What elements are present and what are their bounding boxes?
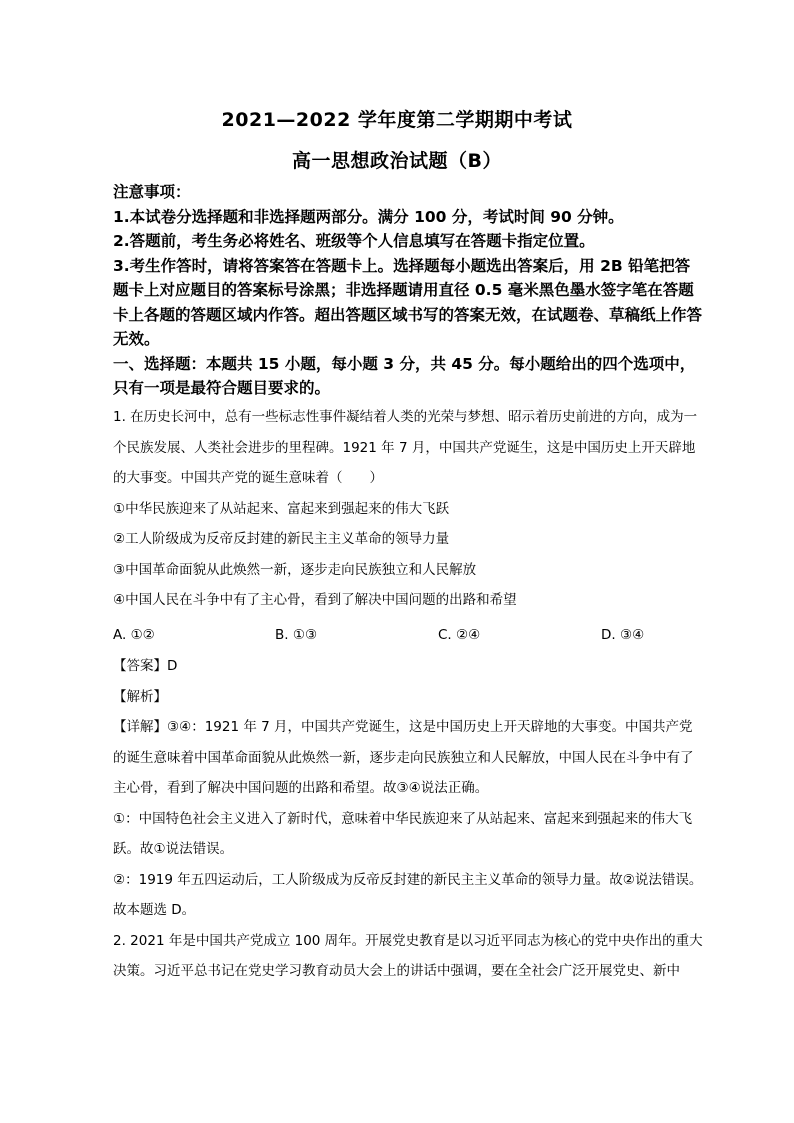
- q1-stem: 1. 在历史长河中，总有一些标志性事件凝结着人类的光荣与梦想、昭示着历史前进的方向，成为一个民族发展、人类社会进步的里程碑。1921 年 7 月，中国共产党诞生，这是中国历史上开天辟地的大事变。中国共产党的诞生意味着（ ）: [113, 409, 698, 486]
- q1-explanation-2: ②：1919 年五四运动后，工人阶级成为反帝反封建的新民主主义革命的领导力量。故②说法错误。: [113, 871, 703, 888]
- q1-answer: 【答案】D: [113, 658, 178, 674]
- q1-solution: [113, 651, 703, 987]
- q1-statement-3: ③中国革命面貌从此焕然一新，逐步走向民族独立和人民解放: [113, 561, 477, 578]
- exam-title: 2021—2022 学年度第二学期期中考试: [221, 109, 573, 131]
- q1-statement-2: ②工人阶级成为反帝反封建的新民主主义革命的领导力量: [113, 531, 450, 547]
- q1-option-c: C. ②④: [438, 627, 481, 643]
- q1-conclusion: 故本题选 D。: [113, 902, 196, 918]
- q1-option-d: D. ③④: [601, 627, 645, 643]
- q1-option-a: A. ①②: [113, 627, 155, 643]
- exam-subtitle: 高一思想政治试题（B）: [292, 150, 502, 172]
- notice-item-1: 1.本试卷分选择题和非选择题两部分。满分 100 分，考试时间 90 分钟。: [113, 207, 624, 226]
- q1-statement-4: ④中国人民在斗争中有了主心骨，看到了解决中国问题的出路和希望: [113, 592, 517, 608]
- question-1: [113, 402, 703, 616]
- q1-analysis-label: 【解析】: [113, 688, 167, 705]
- notice-block: [113, 180, 703, 401]
- q1-explanation-1: ①：中国特色社会主义进入了新时代，意味着中华民族迎来了从站起来、富起来到强起来的伟大飞跃。故①说法错误。: [113, 810, 693, 857]
- section1-heading: 一、选择题：本题共 15 小题，每小题 3 分，共 45 分。每小题给出的四个选项中，只有一项是最符合题目要求的。: [113, 354, 696, 397]
- q2-stem: 2. 2021 年是中国共产党成立 100 周年。开展党史教育是以习近平同志为核心的党中央作出的重大决策。习近平总书记在党史学习教育动员大会上的讲话中强调，要在全社会广泛开展党史、新中: [113, 932, 703, 979]
- notice-item-3: 3.考生作答时，请将答案答在答题卡上。选择题每小题选出答案后，用 2B 铅笔把答题卡上对应题目的答案标号涂黑；非选择题请用直径 0.5 毫米黑色墨水签字笔在答题卡上各题的答题区域内作答。超出答题区域书写的答案无效，在试题卷、草稿纸上作答无效。: [113, 256, 703, 348]
- q1-statement-1: ①中华民族迎来了从站起来、富起来到强起来的伟大飞跃: [113, 500, 450, 517]
- notice-item-2: 2.答题前，考生务必将姓名、班级等个人信息填写在答题卡指定位置。: [113, 232, 595, 250]
- q1-option-b: B. ①③: [275, 627, 318, 643]
- q1-detail: 【详解】③④：1921 年 7 月，中国共产党诞生，这是中国历史上开天辟地的大事变。中国共产党的诞生意味着中国革命面貌从此焕然一新，逐步走向民族独立和人民解放，中国人民在斗争中有了主心骨，看到了解决中国问题的出路和希望。故③④说法正确。: [113, 719, 694, 796]
- notice-heading: 注意事项：: [113, 183, 191, 201]
